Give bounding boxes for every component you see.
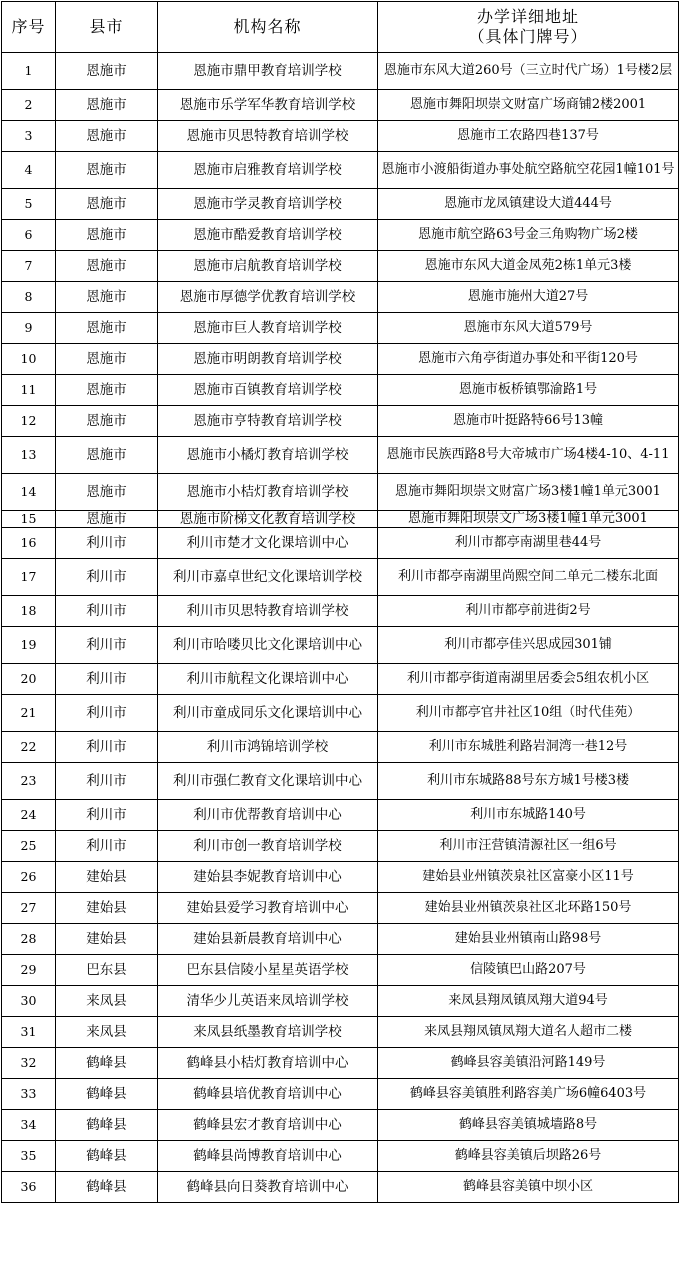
row-address: 恩施市东风大道金凤苑2栋1单元3楼: [378, 251, 679, 282]
row-county: 恩施市: [56, 90, 158, 121]
row-address: 利川市都亭佳兴思成园301铺: [378, 627, 679, 664]
row-address: 恩施市民族西路8号大帝城市广场4楼4-10、4-11: [378, 437, 679, 474]
row-name: 恩施市小橘灯教育培训学校: [158, 437, 378, 474]
row-name: 鹤峰县小桔灯教育培训中心: [158, 1048, 378, 1079]
row-county: 利川市: [56, 800, 158, 831]
row-index: 9: [2, 313, 56, 344]
row-name: 巴东县信陵小星星英语学校: [158, 955, 378, 986]
row-county: 恩施市: [56, 282, 158, 313]
row-county: 利川市: [56, 763, 158, 800]
row-name: 利川市鸿锦培训学校: [158, 732, 378, 763]
table-row: [2, 831, 679, 862]
table-row: [2, 375, 679, 406]
header-county: 县市: [56, 2, 158, 53]
row-address: 恩施市叶挺路特66号13幢: [378, 406, 679, 437]
table-row: [2, 763, 679, 800]
table-row: [2, 152, 679, 189]
row-address: 利川市汪营镇清源社区一组6号: [378, 831, 679, 862]
table-row: [2, 955, 679, 986]
table-row: [2, 559, 679, 596]
row-county: 建始县: [56, 893, 158, 924]
row-index: 20: [2, 664, 56, 695]
row-county: 恩施市: [56, 53, 158, 90]
table-row: [2, 695, 679, 732]
row-address: 来凤县翔凤镇凤翔大道94号: [378, 986, 679, 1017]
table-row: [2, 528, 679, 559]
row-index: 18: [2, 596, 56, 627]
row-index: 34: [2, 1110, 56, 1141]
row-index: 32: [2, 1048, 56, 1079]
table-row: [2, 800, 679, 831]
row-name: 利川市优帮教育培训中心: [158, 800, 378, 831]
row-address: 恩施市龙凤镇建设大道444号: [378, 189, 679, 220]
row-name: 鹤峰县宏才教育培训中心: [158, 1110, 378, 1141]
row-address: 利川市东城路140号: [378, 800, 679, 831]
header-address: [378, 2, 679, 53]
row-index: 35: [2, 1141, 56, 1172]
row-county: 恩施市: [56, 375, 158, 406]
row-address: 建始县业州镇茨泉社区北环路150号: [378, 893, 679, 924]
row-address: 利川市都亭街道南湖里居委会5组农机小区: [378, 664, 679, 695]
table-row: [2, 53, 679, 90]
row-name: 恩施市明朗教育培训学校: [158, 344, 378, 375]
row-county: 鹤峰县: [56, 1141, 158, 1172]
row-name: 恩施市启雅教育培训学校: [158, 152, 378, 189]
row-name: 利川市童成同乐文化课培训中心: [158, 695, 378, 732]
row-index: 13: [2, 437, 56, 474]
row-address: 利川市东城胜利路岩洞湾一巷12号: [378, 732, 679, 763]
row-name: 来凤县纸墨教育培训学校: [158, 1017, 378, 1048]
row-address: 来凤县翔凤镇凤翔大道名人超市二楼: [378, 1017, 679, 1048]
table-row: [2, 1141, 679, 1172]
row-address: 恩施市六角亭街道办事处和平街120号: [378, 344, 679, 375]
row-index: 36: [2, 1172, 56, 1203]
table-row: [2, 511, 679, 528]
row-address: 恩施市东风大道579号: [378, 313, 679, 344]
row-address: 恩施市舞阳坝崇文财富广场商铺2楼2001: [378, 90, 679, 121]
table-row: [2, 1110, 679, 1141]
table-row: [2, 282, 679, 313]
table-body: [2, 53, 679, 1203]
row-index: 6: [2, 220, 56, 251]
row-address: 鹤峰县容美镇胜利路容美广场6幢6403号: [378, 1079, 679, 1110]
row-address: 恩施市东风大道260号（三立时代广场）1号楼2层: [378, 53, 679, 90]
row-address: 利川市都亭官井社区10组（时代佳苑）: [378, 695, 679, 732]
table-row: [2, 220, 679, 251]
table-row: [2, 596, 679, 627]
row-index: 27: [2, 893, 56, 924]
row-county: 恩施市: [56, 437, 158, 474]
row-address: 利川市都亭前进街2号: [378, 596, 679, 627]
table-row: [2, 474, 679, 511]
row-index: 12: [2, 406, 56, 437]
row-county: 利川市: [56, 831, 158, 862]
row-address: 利川市东城路88号东方城1号楼3楼: [378, 763, 679, 800]
row-index: 2: [2, 90, 56, 121]
header-row: [2, 2, 679, 53]
row-county: 来凤县: [56, 986, 158, 1017]
row-name: 利川市嘉卓世纪文化课培训学校: [158, 559, 378, 596]
row-name: 恩施市百镇教育培训学校: [158, 375, 378, 406]
row-index: 21: [2, 695, 56, 732]
table-row: [2, 1079, 679, 1110]
row-county: 恩施市: [56, 474, 158, 511]
row-name: 建始县李妮教育培训中心: [158, 862, 378, 893]
table-row: [2, 732, 679, 763]
table-row: [2, 664, 679, 695]
row-index: 5: [2, 189, 56, 220]
row-county: 鹤峰县: [56, 1048, 158, 1079]
row-name: 恩施市厚德学优教育培训学校: [158, 282, 378, 313]
row-address: 恩施市舞阳坝崇文广场3楼1幢1单元3001: [378, 511, 679, 528]
row-address: 恩施市小渡船街道办事处航空路航空花园1幢101号: [378, 152, 679, 189]
table-row: [2, 406, 679, 437]
row-address: 鹤峰县容美镇城墙路8号: [378, 1110, 679, 1141]
header-index: 序号: [2, 2, 56, 53]
row-name: 鹤峰县培优教育培训中心: [158, 1079, 378, 1110]
table-row: [2, 1048, 679, 1079]
row-name: 建始县爱学习教育培训中心: [158, 893, 378, 924]
row-index: 28: [2, 924, 56, 955]
row-name: 恩施市阶梯文化教育培训学校: [158, 511, 378, 528]
row-name: 利川市贝思特教育培训学校: [158, 596, 378, 627]
row-county: 恩施市: [56, 121, 158, 152]
row-index: 22: [2, 732, 56, 763]
row-address: 恩施市航空路63号金三角购物广场2楼: [378, 220, 679, 251]
header-name: 机构名称: [158, 2, 378, 53]
row-index: 8: [2, 282, 56, 313]
row-county: 利川市: [56, 559, 158, 596]
table-row: [2, 893, 679, 924]
table-row: [2, 121, 679, 152]
table-row: [2, 189, 679, 220]
row-county: 建始县: [56, 862, 158, 893]
row-name: 恩施市小桔灯教育培训学校: [158, 474, 378, 511]
row-county: 恩施市: [56, 511, 158, 528]
row-name: 利川市哈喽贝比文化课培训中心: [158, 627, 378, 664]
row-index: 29: [2, 955, 56, 986]
row-index: 25: [2, 831, 56, 862]
institution-table: [1, 1, 679, 1203]
header-address-line2: （具体门牌号）: [468, 27, 588, 46]
row-index: 15: [2, 511, 56, 528]
row-address: 恩施市板桥镇鄂渝路1号: [378, 375, 679, 406]
row-index: 17: [2, 559, 56, 596]
row-name: 建始县新晨教育培训中心: [158, 924, 378, 955]
row-address: 利川市都亭南湖里尚熙空间二单元二楼东北面: [378, 559, 679, 596]
row-county: 巴东县: [56, 955, 158, 986]
row-index: 24: [2, 800, 56, 831]
row-index: 19: [2, 627, 56, 664]
row-name: 利川市航程文化课培训中心: [158, 664, 378, 695]
row-index: 7: [2, 251, 56, 282]
row-index: 3: [2, 121, 56, 152]
table-row: [2, 986, 679, 1017]
row-index: 10: [2, 344, 56, 375]
row-address: 鹤峰县容美镇沿河路149号: [378, 1048, 679, 1079]
row-county: 鹤峰县: [56, 1110, 158, 1141]
row-name: 恩施市巨人教育培训学校: [158, 313, 378, 344]
row-index: 16: [2, 528, 56, 559]
row-address: 恩施市施州大道27号: [378, 282, 679, 313]
row-address: 利川市都亭南湖里巷44号: [378, 528, 679, 559]
row-index: 14: [2, 474, 56, 511]
row-county: 利川市: [56, 596, 158, 627]
row-county: 利川市: [56, 627, 158, 664]
row-county: 鹤峰县: [56, 1079, 158, 1110]
row-county: 恩施市: [56, 152, 158, 189]
row-name: 利川市强仁教育文化课培训中心: [158, 763, 378, 800]
row-county: 恩施市: [56, 313, 158, 344]
row-name: 恩施市鼎甲教育培训学校: [158, 53, 378, 90]
row-address: 建始县业州镇茨泉社区富豪小区11号: [378, 862, 679, 893]
table-row: [2, 313, 679, 344]
row-name: 利川市创一教育培训学校: [158, 831, 378, 862]
row-address: 恩施市舞阳坝崇文财富广场3楼1幢1单元3001: [378, 474, 679, 511]
table-row: [2, 627, 679, 664]
row-name: 鹤峰县向日葵教育培训中心: [158, 1172, 378, 1203]
row-address: 建始县业州镇南山路98号: [378, 924, 679, 955]
row-county: 利川市: [56, 528, 158, 559]
row-name: 利川市楚才文化课培训中心: [158, 528, 378, 559]
row-address: 信陵镇巴山路207号: [378, 955, 679, 986]
table-row: [2, 344, 679, 375]
row-index: 4: [2, 152, 56, 189]
row-index: 1: [2, 53, 56, 90]
row-county: 利川市: [56, 732, 158, 763]
row-county: 鹤峰县: [56, 1172, 158, 1203]
row-address: 鹤峰县容美镇后坝路26号: [378, 1141, 679, 1172]
row-name: 恩施市启航教育培训学校: [158, 251, 378, 282]
row-index: 11: [2, 375, 56, 406]
row-index: 30: [2, 986, 56, 1017]
table-row: [2, 1172, 679, 1203]
row-name: 鹤峰县尚博教育培训中心: [158, 1141, 378, 1172]
table-row: [2, 251, 679, 282]
row-address: 鹤峰县容美镇中坝小区: [378, 1172, 679, 1203]
header-address-line1: 办学详细地址: [476, 7, 579, 26]
row-address: 恩施市工农路四巷137号: [378, 121, 679, 152]
row-county: 利川市: [56, 695, 158, 732]
row-county: 恩施市: [56, 406, 158, 437]
row-county: 建始县: [56, 924, 158, 955]
row-county: 来凤县: [56, 1017, 158, 1048]
table-row: [2, 437, 679, 474]
row-index: 31: [2, 1017, 56, 1048]
row-name: 恩施市亨特教育培训学校: [158, 406, 378, 437]
row-name: 恩施市学灵教育培训学校: [158, 189, 378, 220]
table-row: [2, 924, 679, 955]
row-county: 恩施市: [56, 251, 158, 282]
table-row: [2, 862, 679, 893]
row-name: 恩施市贝思特教育培训学校: [158, 121, 378, 152]
row-index: 26: [2, 862, 56, 893]
row-name: 恩施市乐学军华教育培训学校: [158, 90, 378, 121]
row-county: 恩施市: [56, 220, 158, 251]
row-index: 33: [2, 1079, 56, 1110]
row-name: 恩施市酷爱教育培训学校: [158, 220, 378, 251]
table-row: [2, 1017, 679, 1048]
row-name: 清华少儿英语来凤培训学校: [158, 986, 378, 1017]
table-row: [2, 90, 679, 121]
row-county: 利川市: [56, 664, 158, 695]
row-index: 23: [2, 763, 56, 800]
row-county: 恩施市: [56, 189, 158, 220]
row-county: 恩施市: [56, 344, 158, 375]
